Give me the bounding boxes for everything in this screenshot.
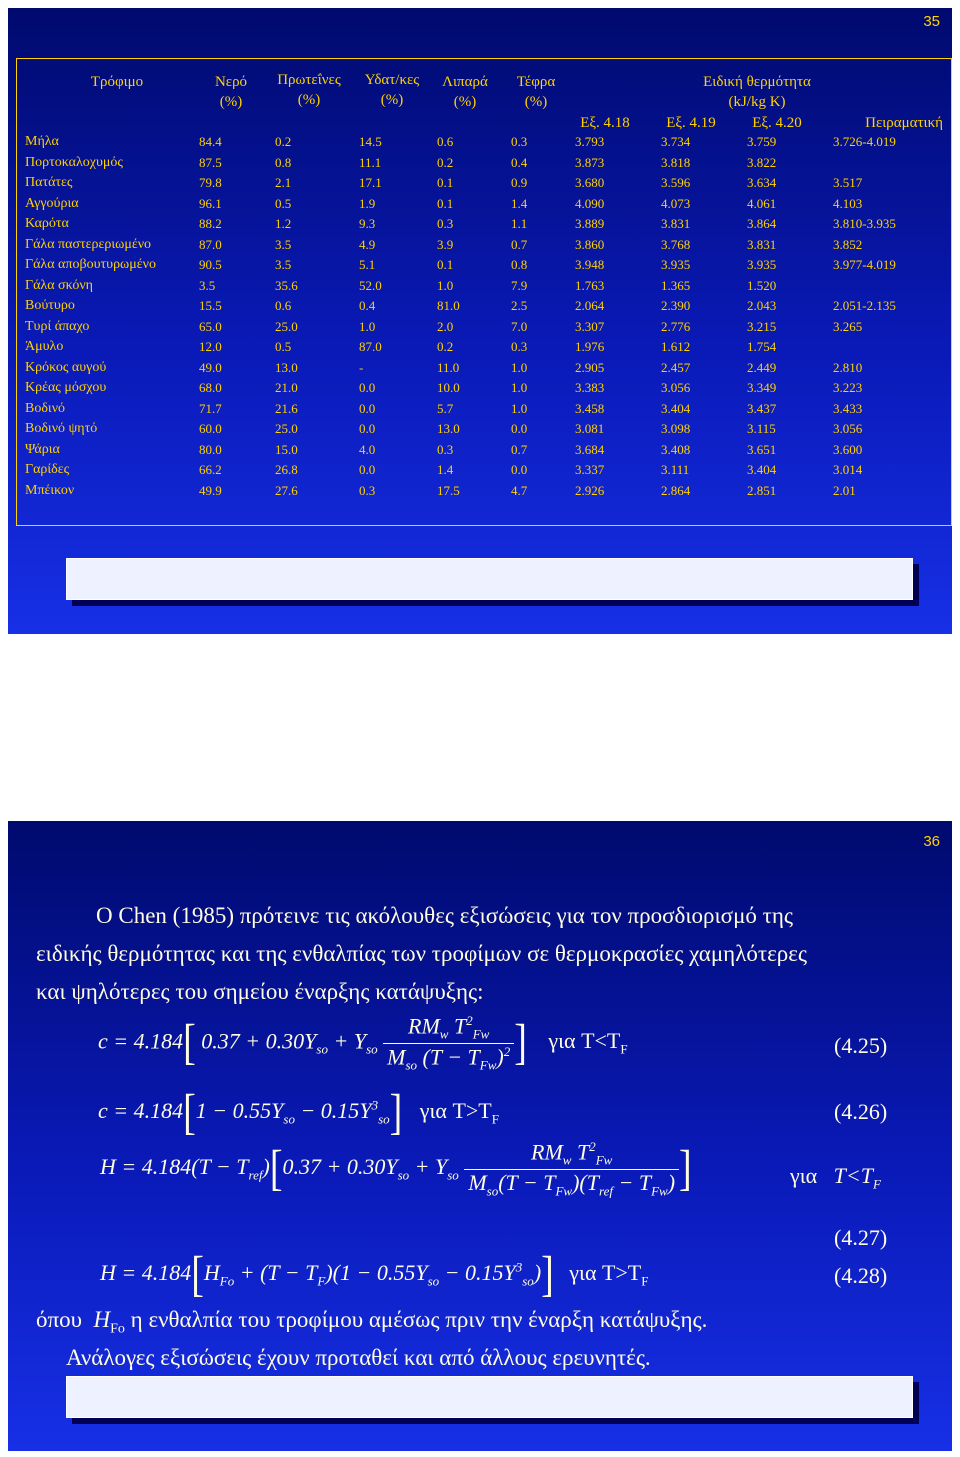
header-protein: Πρωτεΐνες <box>277 72 341 88</box>
cell-carb: 87.0 <box>359 339 382 354</box>
cell-cp-eq-4-19: 3.768 <box>661 236 691 252</box>
cell-water: 3.5 <box>199 277 216 293</box>
cell-cp-eq-4-18: 3.873 <box>575 154 605 170</box>
cell-food-name: Γαρίδες <box>25 462 70 477</box>
cell-protein: 0.5 <box>275 195 292 211</box>
cell-food-name: Γάλα σκόνη <box>25 277 93 293</box>
cell-cp-eq-4-18: 2.064 <box>575 298 605 313</box>
cell-carb: 9.3 <box>359 216 376 231</box>
cell-fat: 0.3 <box>437 216 454 231</box>
cell-ash: 0.3 <box>511 339 528 354</box>
cell-ash: 0.9 <box>511 175 528 190</box>
cell-fat: 0.3 <box>437 441 454 457</box>
header-specific-heat-unit: (kJ/kg K) <box>728 94 786 110</box>
cell-cp-eq-4-20: 2.851 <box>747 482 777 498</box>
cell-ash: 7.0 <box>511 318 528 334</box>
cell-ash: 0.3 <box>511 134 528 149</box>
cell-water: 15.5 <box>199 298 222 313</box>
cell-cp-eq-4-20: 3.935 <box>747 257 777 272</box>
cell-ash: 0.0 <box>511 462 528 477</box>
cell-food-name: Ψάρια <box>25 441 60 457</box>
cell-carb: 0.0 <box>359 380 376 395</box>
cell-cp-eq-4-18: 3.458 <box>575 400 605 416</box>
cell-food-name: Γάλα παστερεριωμένο <box>25 236 152 252</box>
cell-fat: 1.4 <box>437 462 454 477</box>
cell-cp-eq-4-18: 1.976 <box>575 339 605 354</box>
cell-cp-eq-4-18: 3.793 <box>575 134 605 149</box>
cell-cp-eq-4-20: 3.822 <box>747 154 777 170</box>
footer-box <box>66 1376 913 1418</box>
cell-water: 87.0 <box>199 236 222 252</box>
cell-fat: 11.0 <box>437 359 460 375</box>
cell-cp-experimental: 3.014 <box>833 462 863 477</box>
cell-protein: 26.8 <box>275 462 298 477</box>
cell-carb: 4.0 <box>359 441 376 457</box>
cell-water: 49.9 <box>199 482 222 498</box>
cell-cp-experimental: 3.265 <box>833 318 863 334</box>
eq-number-4-25: (4.25) <box>834 1033 888 1058</box>
header-ash-unit: (%) <box>524 94 548 110</box>
header-experimental: Πειραματική <box>865 115 943 131</box>
cell-cp-experimental: 3.600 <box>833 441 863 457</box>
cell-food-name: Άμυλο <box>25 339 64 354</box>
cell-cp-eq-4-19: 3.831 <box>661 216 691 231</box>
cell-food-name: Βοδινό <box>25 400 66 416</box>
cell-cp-eq-4-19: 2.457 <box>661 359 691 375</box>
cell-cp-eq-4-19: 1.365 <box>661 277 691 293</box>
cell-carb: 0.3 <box>359 482 376 498</box>
where-line: όπου $H_{Fo}$ η ενθαλπία του τροφίμου αμέσως πριν την έναρξη κατάψυξης. <box>36 1307 708 1337</box>
cell-fat: 81.0 <box>437 298 460 313</box>
cell-ash: 1.0 <box>511 380 528 395</box>
cell-protein: 25.0 <box>275 318 298 334</box>
cell-cp-experimental: 3.726-4.019 <box>833 134 896 149</box>
slide-number: 35 <box>923 13 940 30</box>
cell-carb: 4.9 <box>359 236 376 252</box>
cell-fat: 3.9 <box>437 236 454 252</box>
cell-cp-eq-4-18: 3.383 <box>575 380 605 395</box>
intro-line-2: ειδικής θερμότητας και της ενθαλπίας των τροφίμων σε θερμοκρασίες χαμηλότερες <box>36 941 807 966</box>
cell-water: 90.5 <box>199 257 222 272</box>
cell-protein: 15.0 <box>275 441 298 457</box>
cell-cp-eq-4-18: 1.763 <box>575 277 605 293</box>
header-ash: Τέφρα <box>516 74 556 90</box>
cell-food-name: Πορτοκαλοχυμός <box>25 154 123 170</box>
cell-food-name: Καρότα <box>25 216 69 231</box>
cell-cp-eq-4-18: 3.680 <box>575 175 605 190</box>
condition-above-freezing: για T>T <box>419 1098 492 1124</box>
cell-cp-eq-4-20: 3.437 <box>747 400 777 416</box>
slide-36 <box>8 821 952 1451</box>
cell-water: 65.0 <box>199 318 222 334</box>
cell-protein: 27.6 <box>275 482 298 498</box>
cell-carb: 14.5 <box>359 134 382 149</box>
cell-cp-eq-4-19: 4.073 <box>661 195 691 211</box>
intro-line-3: και ψηλότερες του σημείου έναρξης κατάψυξης: <box>36 979 484 1004</box>
condition-below-freezing: για T<T <box>548 1028 621 1054</box>
cell-fat: 1.0 <box>437 277 454 293</box>
cell-fat: 5.7 <box>437 400 454 416</box>
cell-food-name: Πατάτες <box>25 175 73 190</box>
cell-cp-eq-4-19: 3.056 <box>661 380 691 395</box>
cell-water: 68.0 <box>199 380 222 395</box>
cell-cp-eq-4-19: 3.935 <box>661 257 691 272</box>
cell-food-name: Γάλα αποβουτυρωμένο <box>25 257 156 272</box>
cell-cp-eq-4-18: 3.684 <box>575 441 605 457</box>
cell-fat: 0.2 <box>437 154 454 170</box>
header-eq-4-18: Εξ. 4.18 <box>580 115 630 131</box>
cell-cp-eq-4-18: 3.081 <box>575 421 605 436</box>
cell-cp-experimental: 2.01 <box>833 482 856 498</box>
slide-number: 36 <box>923 833 940 850</box>
header-food: Τρόφιμο <box>90 74 144 90</box>
cell-cp-eq-4-18: 2.905 <box>575 359 605 375</box>
cell-food-name: Τυρί άπαχο <box>25 318 90 334</box>
cell-carb: 0.0 <box>359 421 376 436</box>
cell-cp-eq-4-18: 3.948 <box>575 257 605 272</box>
cell-cp-eq-4-18: 3.307 <box>575 318 605 334</box>
cell-carb: - <box>359 359 364 375</box>
slide-35 <box>8 8 952 634</box>
cell-carb: 0.0 <box>359 462 376 477</box>
cell-cp-eq-4-20: 3.634 <box>747 175 777 190</box>
cell-protein: 3.5 <box>275 257 292 272</box>
cell-ash: 4.7 <box>511 482 528 498</box>
cell-ash: 0.4 <box>511 154 528 170</box>
cell-ash: 0.0 <box>511 421 528 436</box>
cell-cp-experimental: 3.223 <box>833 380 863 395</box>
cell-food-name: Μήλα <box>25 134 59 149</box>
cell-cp-experimental: 3.977-4.019 <box>833 257 896 272</box>
cell-ash: 1.0 <box>511 400 528 416</box>
cell-cp-eq-4-19: 3.818 <box>661 154 691 170</box>
cell-water: 88.2 <box>199 216 222 231</box>
cell-protein: 25.0 <box>275 421 298 436</box>
cell-ash: 1.4 <box>511 195 528 211</box>
equation-4-26: $c = 4.184[1 - 0.55Y_{so} - 0.15Y^3_{so}]$ για $T>T_F$ <box>98 1085 499 1141</box>
cell-cp-experimental: 2.051-2.135 <box>833 298 896 313</box>
cell-cp-eq-4-18: 3.889 <box>575 216 605 231</box>
cell-cp-experimental: 3.056 <box>833 421 863 436</box>
cell-cp-eq-4-20: 3.651 <box>747 441 777 457</box>
cell-cp-eq-4-18: 2.926 <box>575 482 605 498</box>
cell-food-name: Κρόκος αυγού <box>25 359 107 375</box>
header-specific-heat: Ειδική θερμότητα <box>703 74 811 90</box>
header-water: Νερό <box>214 74 248 90</box>
eq-number-4-27: (4.27) <box>834 1225 888 1250</box>
condition-above-freezing-2: για T>T <box>569 1260 642 1286</box>
equation-4-27-condition: για $T<T_F$ <box>790 1163 881 1192</box>
cell-ash: 1.0 <box>511 359 528 375</box>
cell-cp-eq-4-19: 1.612 <box>661 339 691 354</box>
eq-number-4-26: (4.26) <box>834 1099 888 1124</box>
cell-fat: 0.2 <box>437 339 454 354</box>
cell-carb: 1.9 <box>359 195 376 211</box>
cell-cp-eq-4-19: 3.111 <box>661 462 690 477</box>
closing-line: Ανάλογες εξισώσεις έχουν προταθεί και από άλλους ερευνητές. <box>66 1345 651 1370</box>
cell-water: 96.1 <box>199 195 222 211</box>
cell-cp-experimental: 4.103 <box>833 195 863 211</box>
cell-water: 87.5 <box>199 154 222 170</box>
cell-ash: 0.8 <box>511 257 528 272</box>
cell-cp-eq-4-19: 2.390 <box>661 298 691 313</box>
cell-cp-eq-4-20: 3.759 <box>747 134 777 149</box>
cell-cp-eq-4-20: 2.449 <box>747 359 777 375</box>
intro-line-1: Ο Chen (1985) πρότεινε τις ακόλουθες εξισώσεις για τον προσδιορισμό της <box>96 903 794 928</box>
cell-fat: 0.6 <box>437 134 454 149</box>
cell-water: 71.7 <box>199 400 222 416</box>
header-water-unit: (%) <box>219 94 243 110</box>
header-fat-unit: (%) <box>453 94 477 110</box>
cell-water: 12.0 <box>199 339 222 354</box>
cell-cp-eq-4-19: 2.864 <box>661 482 691 498</box>
cell-fat: 0.1 <box>437 175 454 190</box>
cell-cp-eq-4-19: 3.098 <box>661 421 691 436</box>
cell-water: 60.0 <box>199 421 222 436</box>
cell-ash: 1.1 <box>511 216 528 231</box>
cell-water: 66.2 <box>199 462 222 477</box>
cell-ash: 0.7 <box>511 441 528 457</box>
equation-4-28: $H = 4.184[H_{Fo} + (T - T_F)(1 - 0.55Y_{so} - 0.15Y^3_{so})]$ για $T>T_F$ <box>100 1247 649 1303</box>
cell-fat: 10.0 <box>437 380 460 395</box>
cell-cp-eq-4-20: 3.349 <box>747 380 777 395</box>
cell-cp-eq-4-18: 3.860 <box>575 236 605 252</box>
cell-cp-eq-4-20: 3.115 <box>747 421 776 436</box>
cell-cp-eq-4-19: 3.408 <box>661 441 691 457</box>
equation-4-25: c = 4.184[ $0.37 + 0.30Y_{so} + Y_{so}$ $\frac{RM_w T^2_{Fw}}{M_{so} (T - T_{Fw})^2}$ ] για $T<T_F$ <box>98 1013 628 1073</box>
cell-fat: 2.0 <box>437 318 454 334</box>
eq-number-4-28: (4.28) <box>834 1263 888 1288</box>
cell-food-name: Μπέικον <box>25 482 75 498</box>
cell-fat: 0.1 <box>437 195 454 211</box>
cell-cp-eq-4-19: 3.404 <box>661 400 691 416</box>
cell-food-name: Κρέας μόσχου <box>25 380 107 395</box>
cell-cp-eq-4-19: 3.596 <box>661 175 691 190</box>
cell-protein: 13.0 <box>275 359 298 375</box>
cell-food-name: Βούτυρο <box>25 298 75 313</box>
header-carb-unit: (%) <box>380 92 404 108</box>
cell-protein: 0.8 <box>275 154 292 170</box>
cell-water: 49.0 <box>199 359 222 375</box>
cell-water: 80.0 <box>199 441 222 457</box>
cell-carb: 5.1 <box>359 257 376 272</box>
header-eq-4-19: Εξ. 4.19 <box>666 115 716 131</box>
equation-4-27: $H = 4.184(T - T_{ref})[0.37 + 0.30Y_{so} + Y_{so}$ $\frac{RM_w T^2_{Fw}}{M_{so}(T - T_{Fw})(T_{ref} - T_{Fw})}$ ] <box>100 1139 692 1199</box>
cell-protein: 2.1 <box>275 175 292 190</box>
cell-carb: 11.1 <box>359 154 382 170</box>
cell-food-name: Αγγούρια <box>25 195 79 211</box>
cell-cp-eq-4-20: 3.215 <box>747 318 777 334</box>
cell-carb: 52.0 <box>359 277 382 293</box>
cell-cp-eq-4-18: 3.337 <box>575 462 605 477</box>
cell-cp-experimental: 2.810 <box>833 359 863 375</box>
cell-cp-experimental: 3.433 <box>833 400 863 416</box>
cell-cp-eq-4-20: 3.404 <box>747 462 777 477</box>
cell-water: 84.4 <box>199 134 222 149</box>
cell-protein: 21.6 <box>275 400 298 416</box>
cell-cp-eq-4-20: 1.520 <box>747 277 777 293</box>
cell-protein: 21.0 <box>275 380 298 395</box>
cell-ash: 2.5 <box>511 298 528 313</box>
cell-cp-eq-4-18: 4.090 <box>575 195 605 211</box>
footer-box <box>66 558 913 600</box>
cell-cp-experimental: 3.810-3.935 <box>833 216 896 231</box>
cell-cp-eq-4-20: 3.864 <box>747 216 777 231</box>
cell-fat: 13.0 <box>437 421 460 436</box>
cell-ash: 7.9 <box>511 277 528 293</box>
cell-carb: 0.4 <box>359 298 376 313</box>
cell-cp-eq-4-19: 2.776 <box>661 318 691 334</box>
header-fat: Λιπαρά <box>442 74 488 90</box>
header-protein-unit: (%) <box>297 92 321 108</box>
cell-protein: 0.2 <box>275 134 292 149</box>
header-eq-4-20: Εξ. 4.20 <box>752 115 802 131</box>
cell-protein: 1.2 <box>275 216 292 231</box>
specific-heat-table <box>16 58 952 526</box>
cell-protein: 35.6 <box>275 277 298 293</box>
cell-food-name: Βοδινό ψητό <box>25 421 98 436</box>
cell-fat: 0.1 <box>437 257 454 272</box>
cell-cp-eq-4-20: 1.754 <box>747 339 777 354</box>
cell-cp-eq-4-19: 3.734 <box>661 134 691 149</box>
cell-protein: 3.5 <box>275 236 292 252</box>
cell-water: 79.8 <box>199 175 222 190</box>
cell-cp-eq-4-20: 3.831 <box>747 236 777 252</box>
cell-protein: 0.6 <box>275 298 292 313</box>
cell-carb: 1.0 <box>359 318 376 334</box>
cell-carb: 17.1 <box>359 175 382 190</box>
header-carb: Υδατ/κες <box>364 72 420 88</box>
cell-carb: 0.0 <box>359 400 376 416</box>
cell-cp-eq-4-20: 2.043 <box>747 298 777 313</box>
cell-fat: 17.5 <box>437 482 460 498</box>
cell-ash: 0.7 <box>511 236 528 252</box>
cell-cp-eq-4-20: 4.061 <box>747 195 777 211</box>
cell-protein: 0.5 <box>275 339 292 354</box>
cell-cp-experimental: 3.517 <box>833 175 863 190</box>
cell-cp-experimental: 3.852 <box>833 236 863 252</box>
